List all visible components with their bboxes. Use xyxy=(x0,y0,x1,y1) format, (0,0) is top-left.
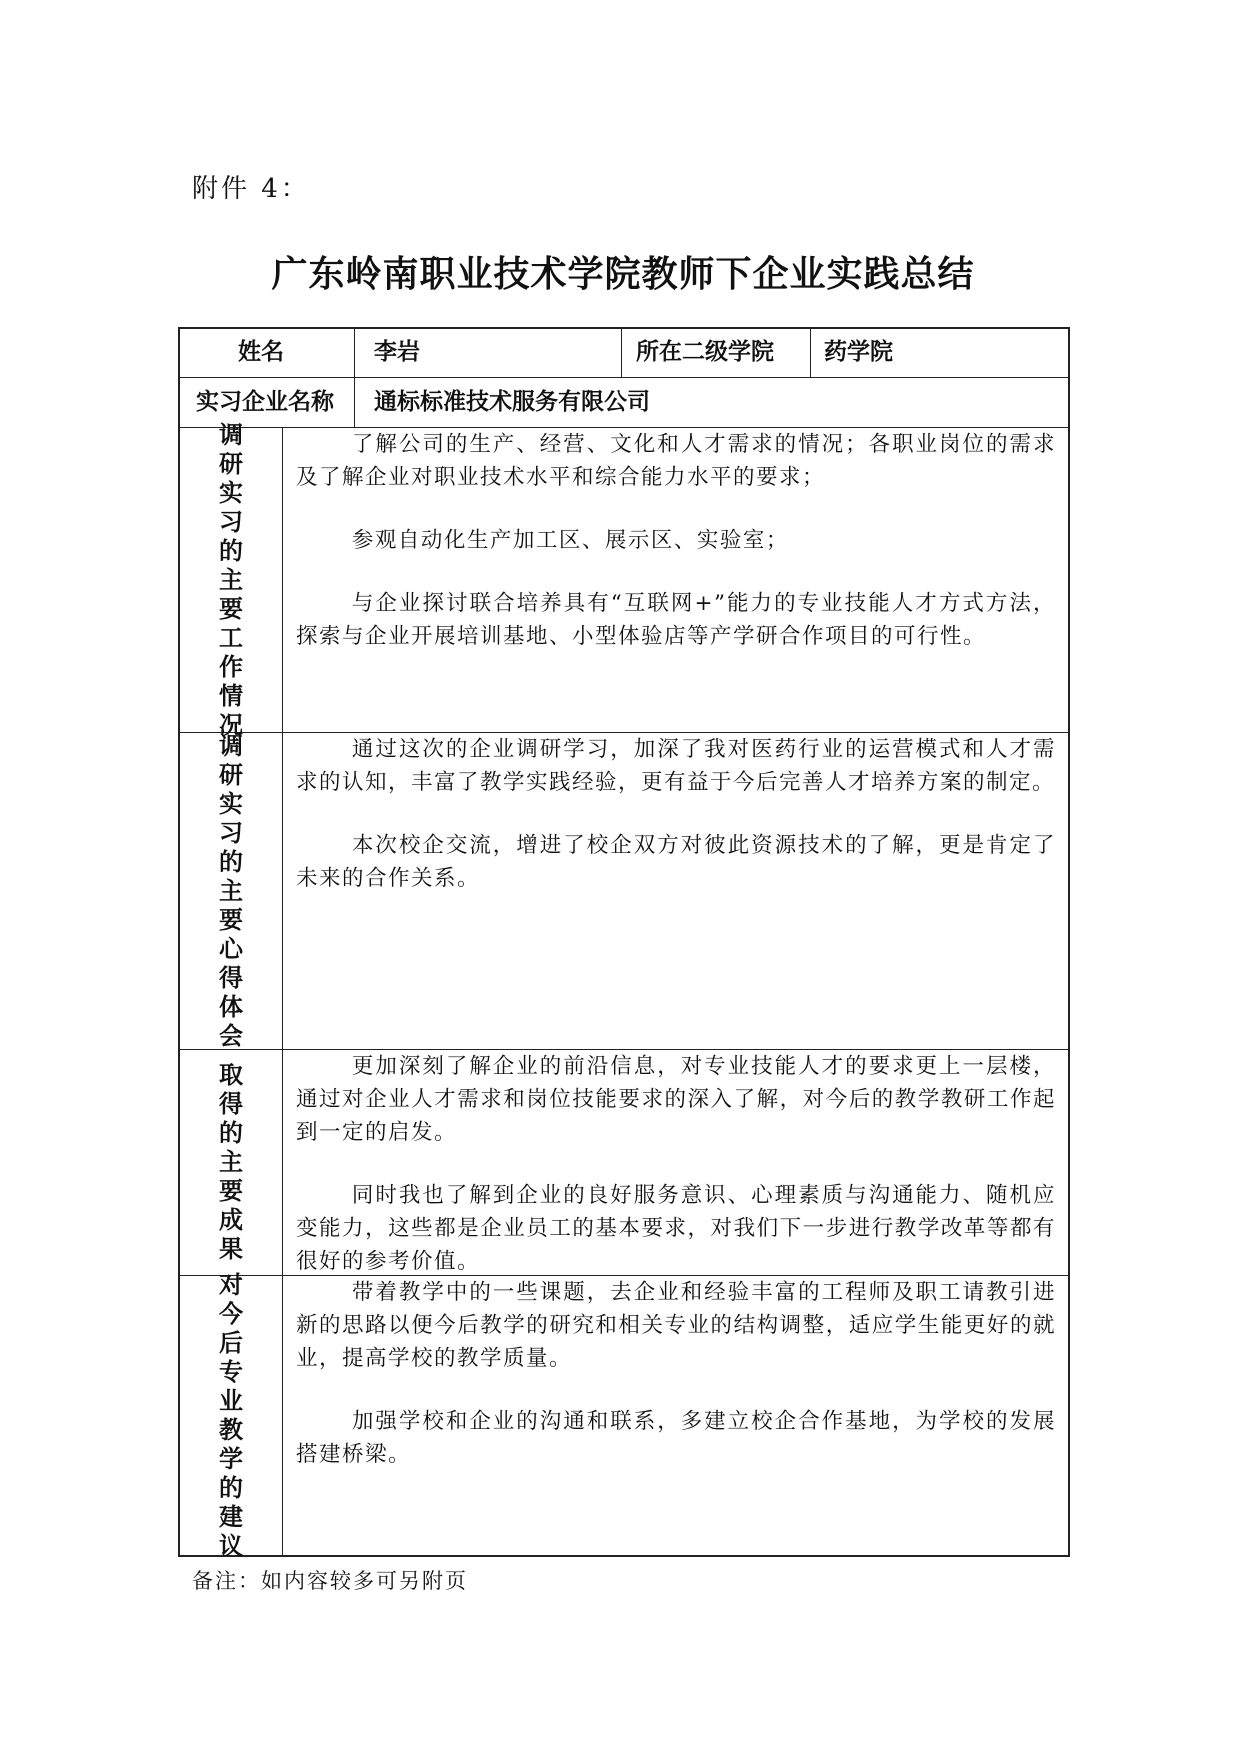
label-char: 对 xyxy=(219,1270,243,1299)
label-char: 习 xyxy=(219,818,243,847)
label-char: 果 xyxy=(219,1235,243,1263)
paragraph: 通过这次的企业调研学习，加深了我对医药行业的运营模式和人才需求的认知，丰富了教学实践经验，更有益于今后完善人才培养方案的制定。 xyxy=(296,737,1056,795)
section-label-work xyxy=(180,420,282,739)
label-char: 主 xyxy=(219,1148,243,1176)
label-char: 的 xyxy=(219,536,243,565)
label-char: 要 xyxy=(219,1177,243,1205)
label-char: 调 xyxy=(219,420,243,449)
section-label-suggestions xyxy=(180,1270,282,1560)
section-label-experience xyxy=(180,733,282,1049)
label-char: 的 xyxy=(219,1473,243,1502)
label-char: 得 xyxy=(219,963,243,992)
label-char: 后 xyxy=(219,1328,243,1357)
label-char: 况 xyxy=(219,710,243,739)
label-char: 作 xyxy=(219,652,243,681)
label-char: 研 xyxy=(219,449,243,478)
college-value: 药学院 xyxy=(824,339,893,365)
label-char: 心 xyxy=(219,934,243,963)
label-char: 专 xyxy=(219,1357,243,1386)
college-label: 所在二级学院 xyxy=(636,339,774,365)
label-char: 教 xyxy=(219,1415,243,1444)
page-title: 广东岭南职业技术学院教师下企业实践总结 xyxy=(271,254,975,295)
paragraph: 加强学校和企业的沟通和联系，多建立校企合作基地，为学校的发展搭建桥梁。 xyxy=(296,1409,1056,1467)
label-char: 主 xyxy=(219,565,243,594)
label-char: 业 xyxy=(219,1386,243,1415)
label-char: 主 xyxy=(219,876,243,905)
label-char: 的 xyxy=(219,1119,243,1147)
label-char: 实 xyxy=(219,789,243,818)
label-char: 得 xyxy=(219,1090,243,1118)
label-char: 要 xyxy=(219,594,243,623)
company-value: 通标标准技术服务有限公司 xyxy=(374,389,650,415)
paragraph: 参观自动化生产加工区、展示区、实验室； xyxy=(351,528,789,553)
label-char: 学 xyxy=(219,1444,243,1473)
paragraph: 带着教学中的一些课题，去企业和经验丰富的工程师及职工请教引进新的思路以便今后教学的研究和相关专业的结构调整，适应学生能更好的就业，提高学校的教学质量。 xyxy=(296,1280,1056,1371)
section-content-suggestions xyxy=(296,1276,1056,1501)
label-char: 今 xyxy=(219,1299,243,1328)
label-char: 建 xyxy=(219,1502,243,1531)
paragraph: 同时我也了解到企业的良好服务意识、心理素质与沟通能力、随机应变能力，这些都是企业员工的基本要求，对我们下一步进行教学改革等都有很好的参考价值。 xyxy=(296,1183,1056,1274)
company-label: 实习企业名称 xyxy=(196,389,334,415)
label-char: 会 xyxy=(219,1021,243,1050)
section-content-results xyxy=(296,1050,1056,1308)
paragraph: 更加深刻了解企业的前沿信息，对专业技能人才的要求更上一层楼，通过对企业人才需求和岗位技能要求的深入了解，对今后的教学教研工作起到一定的启发。 xyxy=(296,1054,1056,1145)
footnote: 备注：如内容较多可另附页 xyxy=(192,1569,468,1593)
attachment-label: 附件 4： xyxy=(192,174,310,204)
label-char: 实 xyxy=(219,478,243,507)
section-label-results xyxy=(180,1050,282,1275)
label-char: 要 xyxy=(219,905,243,934)
name-label: 姓名 xyxy=(238,339,284,365)
section-content-experience xyxy=(296,733,1056,925)
label-char: 议 xyxy=(219,1531,243,1560)
label-char: 情 xyxy=(219,681,243,710)
label-char: 取 xyxy=(219,1061,243,1089)
label-char: 习 xyxy=(219,507,243,536)
label-char: 的 xyxy=(219,847,243,876)
label-char: 体 xyxy=(219,992,243,1021)
label-char: 工 xyxy=(219,623,243,652)
paragraph: 本次校企交流，增进了校企双方对彼此资源技术的了解，更是肯定了未来的合作关系。 xyxy=(296,833,1056,891)
paragraph: 了解公司的生产、经营、文化和人才需求的情况；各职业岗位的需求及了解企业对职业技术水平和综合能力水平的要求； xyxy=(296,432,1056,490)
name-value: 李岩 xyxy=(374,339,420,365)
summary-table xyxy=(178,327,1070,1560)
label-char: 成 xyxy=(219,1206,243,1234)
paragraph: 与企业探讨联合培养具有“互联网+”能力的专业技能人才方式方法，探索与企业开展培训基地、小型体验店等产学研合作项目的可行性。 xyxy=(296,591,1056,649)
section-content-work xyxy=(296,428,1056,683)
label-char: 研 xyxy=(219,760,243,789)
label-char: 调 xyxy=(219,731,243,760)
